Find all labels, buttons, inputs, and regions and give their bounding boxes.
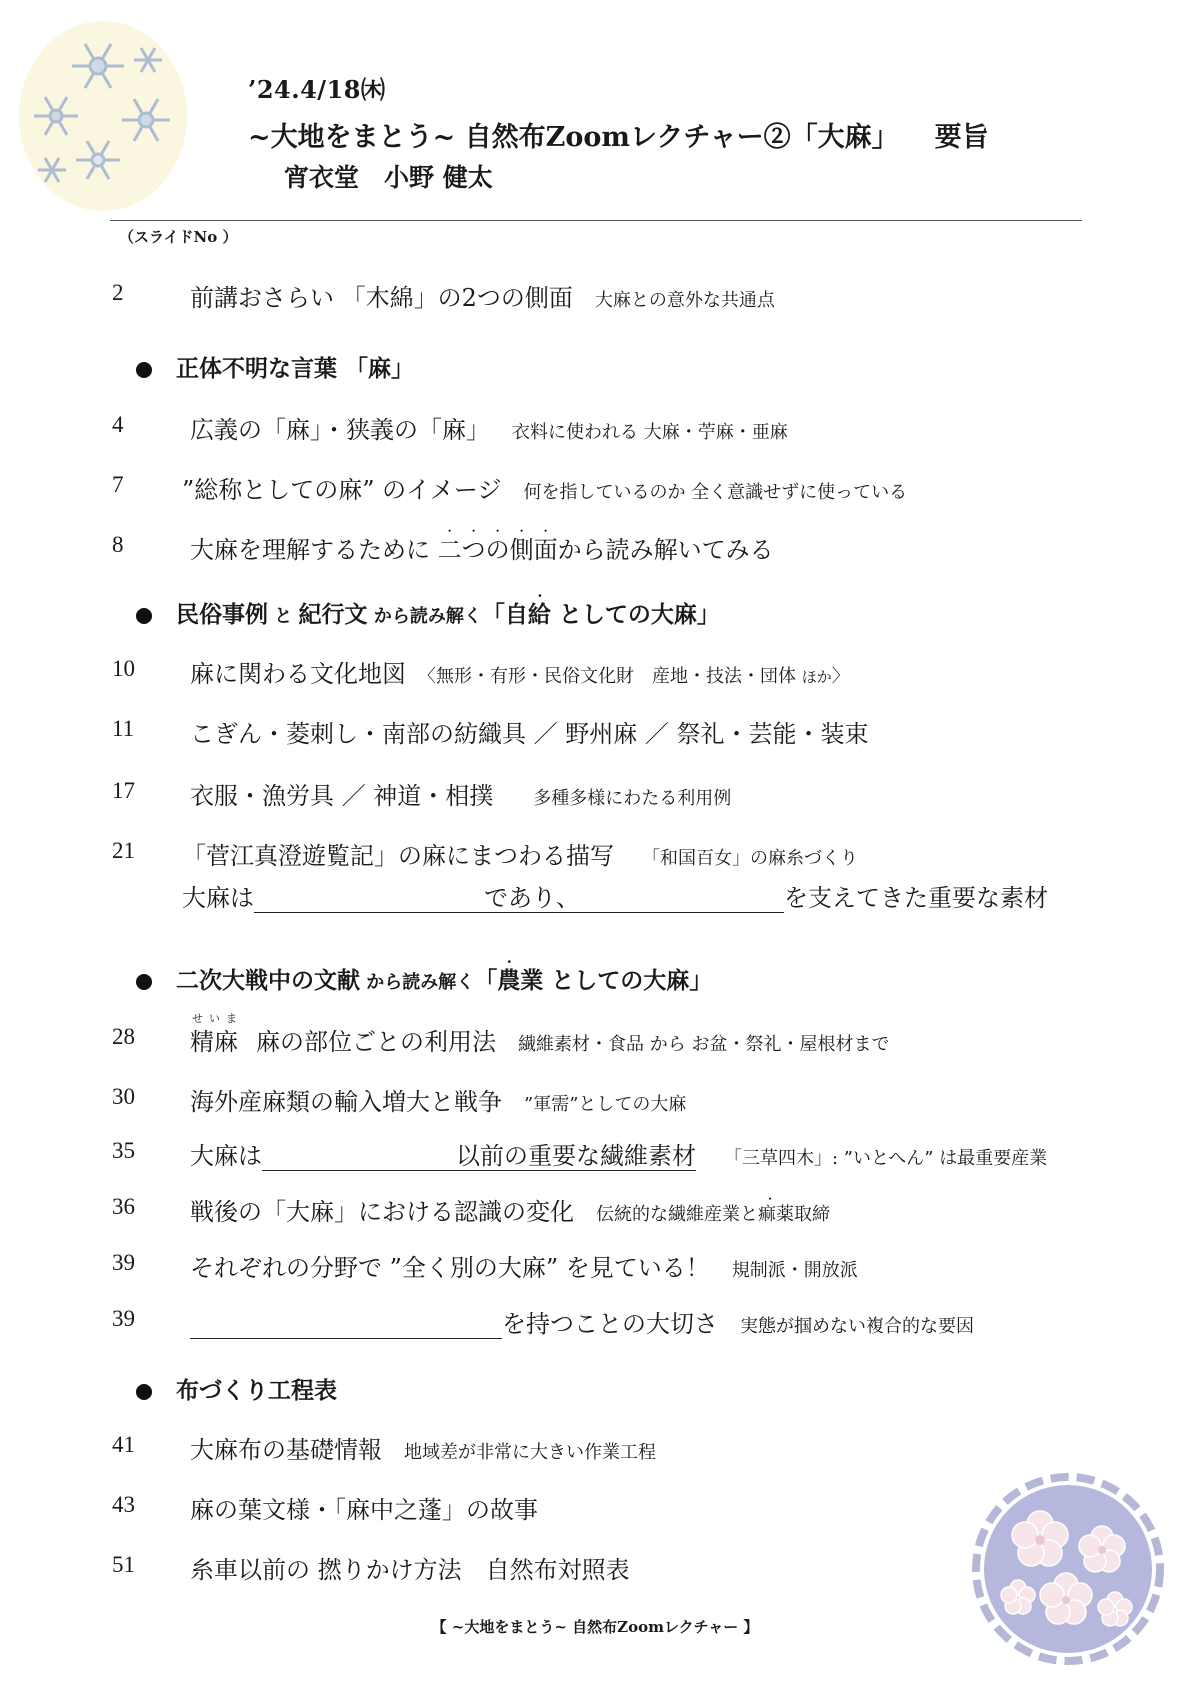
- section-connector: から読み解く: [367, 606, 482, 627]
- answer-blank[interactable]: [580, 886, 784, 913]
- snowflake-ornament: [18, 20, 188, 212]
- section-heading: [136, 962, 712, 1002]
- item-text: [190, 776, 731, 811]
- bullet-icon: [136, 608, 152, 624]
- document-header: [248, 70, 989, 194]
- item-text: [190, 410, 788, 445]
- slide-number: 7: [112, 472, 124, 497]
- list-item: [0, 830, 1190, 870]
- slide-number: 39: [112, 1250, 135, 1275]
- page-footer: 【 ~大地をまとう~ 自然布Zoomレクチャー 】: [431, 1618, 759, 1636]
- list-item: [0, 648, 1190, 688]
- fill-in-prefix: 大麻は: [182, 884, 254, 912]
- bullet-icon: [136, 1384, 152, 1400]
- bullet-icon: [136, 974, 152, 990]
- slide-number: 4: [112, 412, 124, 437]
- item-sub: 規制派・開放派: [731, 1260, 858, 1281]
- list-item: [0, 404, 1190, 444]
- fill-in-middle: であり、: [484, 884, 580, 912]
- section-heading: [136, 1372, 337, 1412]
- title-text: ~大地をまとう~ 自然布Zoomレクチャー②「大麻」: [248, 122, 899, 153]
- emphasis-char: ・ 面: [534, 536, 558, 564]
- item-text: [190, 1430, 656, 1465]
- fill-in-prefix: 大麻は: [190, 1142, 262, 1170]
- answer-blank[interactable]: [254, 886, 484, 913]
- item-sub-text: 〈無形・有形・民俗文化財 産地・技法・団体: [418, 666, 802, 687]
- section-heading: [136, 350, 414, 390]
- item-main: 広義の「麻」・狭義の「麻」: [190, 416, 490, 444]
- item-text: [182, 470, 907, 505]
- item-text: [190, 1136, 1047, 1171]
- answer-blank[interactable]: [262, 1144, 456, 1171]
- fill-in-suffix: を支えてきた重要な素材: [784, 884, 1048, 912]
- list-item: [0, 1298, 1190, 1338]
- slide-number: 2: [112, 280, 124, 305]
- item-main: から読み解いてみる: [557, 536, 774, 564]
- section-title: 正体不明な言葉 「麻」: [176, 355, 415, 382]
- list-item: [0, 1242, 1190, 1282]
- slide-number: 41: [112, 1432, 135, 1457]
- list-item: [0, 272, 1190, 312]
- item-text: [190, 530, 774, 565]
- item-text: [190, 278, 775, 313]
- slide-number: 10: [112, 656, 135, 681]
- title-gist: 要旨: [934, 122, 989, 153]
- section-title: 布づくり工程表: [176, 1377, 337, 1404]
- slide-number: 11: [112, 716, 135, 741]
- item-main: 以前の重要な繊維素材: [456, 1142, 696, 1170]
- item-sub: 「和国百女」の麻糸づくり: [642, 848, 858, 869]
- slide-number: 35: [112, 1138, 135, 1163]
- emphasis-char: ・ 痲: [758, 1204, 776, 1225]
- lecture-date: ’24.4/18㈭: [248, 75, 386, 104]
- item-sub-text: 伝統的な繊維産業と: [596, 1204, 758, 1225]
- bullet-icon: [136, 362, 152, 378]
- list-item: [0, 1544, 1190, 1584]
- emphasis-char: ・ 給: [528, 601, 551, 628]
- list-item: [0, 1130, 1190, 1170]
- item-sub: 大麻との意外な共通点: [594, 290, 775, 311]
- section-title: 「自: [481, 601, 528, 628]
- item-sub: [596, 1204, 830, 1225]
- answer-blank[interactable]: [190, 1312, 502, 1339]
- section-connector: から読み解く: [360, 972, 475, 993]
- item-main: 衣服・漁労具 ／ 神道・相撲: [190, 782, 494, 810]
- item-main: 海外産麻類の輸入増大と戦争: [190, 1088, 502, 1116]
- item-main: ”総称としての麻” のイメージ: [182, 476, 502, 504]
- item-sub: 地域差が非常に大きい作業工程: [404, 1442, 656, 1463]
- emphasis-char: ・ 二: [438, 536, 462, 564]
- item-text: [190, 1082, 686, 1117]
- item-text: 糸車以前の 撚りかけ方法 自然布対照表: [190, 1556, 630, 1584]
- list-item: [0, 464, 1190, 504]
- item-text: [182, 836, 858, 871]
- section-title: 紀行文: [298, 601, 368, 628]
- author-name: 宵衣堂 小野 健太: [284, 163, 493, 192]
- section-title: 民俗事例: [176, 601, 268, 628]
- slide-number: 36: [112, 1194, 135, 1219]
- item-main: 前講おさらい 「木綿」の2つの側面: [190, 284, 573, 312]
- section-heading: [136, 596, 720, 636]
- section-connector: と: [268, 606, 299, 627]
- item-term: 精麻: [190, 1028, 238, 1056]
- item-sub: ”軍需”としての大麻: [524, 1094, 687, 1115]
- slide-number: 39: [112, 1306, 135, 1331]
- item-main: 麻の部位ごとの利用法: [256, 1028, 496, 1056]
- list-item: [0, 524, 1190, 564]
- emphasis-char: ・ 側: [510, 536, 534, 564]
- item-sub-text: 〉: [831, 666, 850, 687]
- item-sub: 繊維素材・食品 から お盆・祭礼・屋根材まで: [518, 1034, 890, 1055]
- header-divider: [110, 220, 1082, 221]
- item-text: [190, 1248, 858, 1283]
- item-sub: [418, 666, 850, 687]
- list-item: [0, 1076, 1190, 1116]
- item-sub: 実態が掴めない複合的な要因: [740, 1316, 974, 1337]
- slide-number: 21: [112, 838, 135, 863]
- list-item: [0, 770, 1190, 810]
- emphasis-char: ・ 農: [497, 967, 520, 994]
- slide-number: 30: [112, 1084, 135, 1109]
- item-main: を持つことの大切さ: [502, 1310, 718, 1338]
- list-item: [0, 708, 1190, 748]
- item-main: 大麻布の基礎情報: [190, 1436, 382, 1464]
- item-sub: 「三草四木」: ”いとへん” は最重要産業: [724, 1148, 1048, 1169]
- slide-number: 8: [112, 532, 124, 557]
- list-item: [0, 1012, 1190, 1056]
- list-item: [0, 1484, 1190, 1524]
- section-title: としての大麻」: [550, 601, 720, 628]
- slide-number: 28: [112, 1024, 135, 1049]
- item-sub-small: ほか: [801, 668, 832, 686]
- document-title: [248, 115, 989, 154]
- item-text: [190, 654, 850, 689]
- emphasis-char: ・ の: [486, 536, 510, 564]
- item-sub: 衣料に使われる 大麻・苧麻・亜麻: [512, 422, 788, 443]
- item-text: [190, 1012, 890, 1057]
- item-text: [190, 1192, 830, 1227]
- item-main: それぞれの分野で ”全く別の大麻” を見ている！: [190, 1254, 710, 1282]
- section-title: 二次大戦中の文献: [176, 967, 360, 994]
- section-title: 「: [474, 967, 498, 994]
- item-text: こぎん・菱刺し・南部の紡織具 ／ 野州麻 ／ 祭礼・芸能・装束: [190, 720, 869, 748]
- furigana: せいま: [192, 1012, 243, 1025]
- fill-in-text: [182, 878, 1048, 913]
- slide-number-label: （スライドNo ）: [119, 228, 238, 246]
- emphasis-char: ・ つ: [462, 536, 486, 564]
- section-title: 業 としての大麻」: [520, 967, 713, 994]
- slide-number: 43: [112, 1492, 135, 1517]
- item-main: 麻に関わる文化地図: [190, 660, 406, 688]
- item-main: 戦後の「大麻」における認識の変化: [190, 1198, 574, 1226]
- slide-number: 51: [112, 1552, 135, 1577]
- item-sub-text: 薬取締: [776, 1204, 830, 1225]
- item-sub: 何を指しているのか 全く意識せずに使っている: [523, 482, 908, 503]
- fill-in-line: [0, 872, 1190, 912]
- item-sub: 多種多様にわたる利用例: [533, 788, 732, 809]
- list-item: [0, 1424, 1190, 1464]
- item-text: [190, 1304, 974, 1339]
- slide-number: 17: [112, 778, 135, 803]
- item-main: 大麻を理解するために: [190, 536, 438, 564]
- item-text: 麻の葉文様・「麻中之蓬」の故事: [190, 1496, 538, 1524]
- item-main: 「菅江真澄遊覧記」の麻にまつわる描写: [182, 842, 614, 870]
- list-item: [0, 1186, 1190, 1226]
